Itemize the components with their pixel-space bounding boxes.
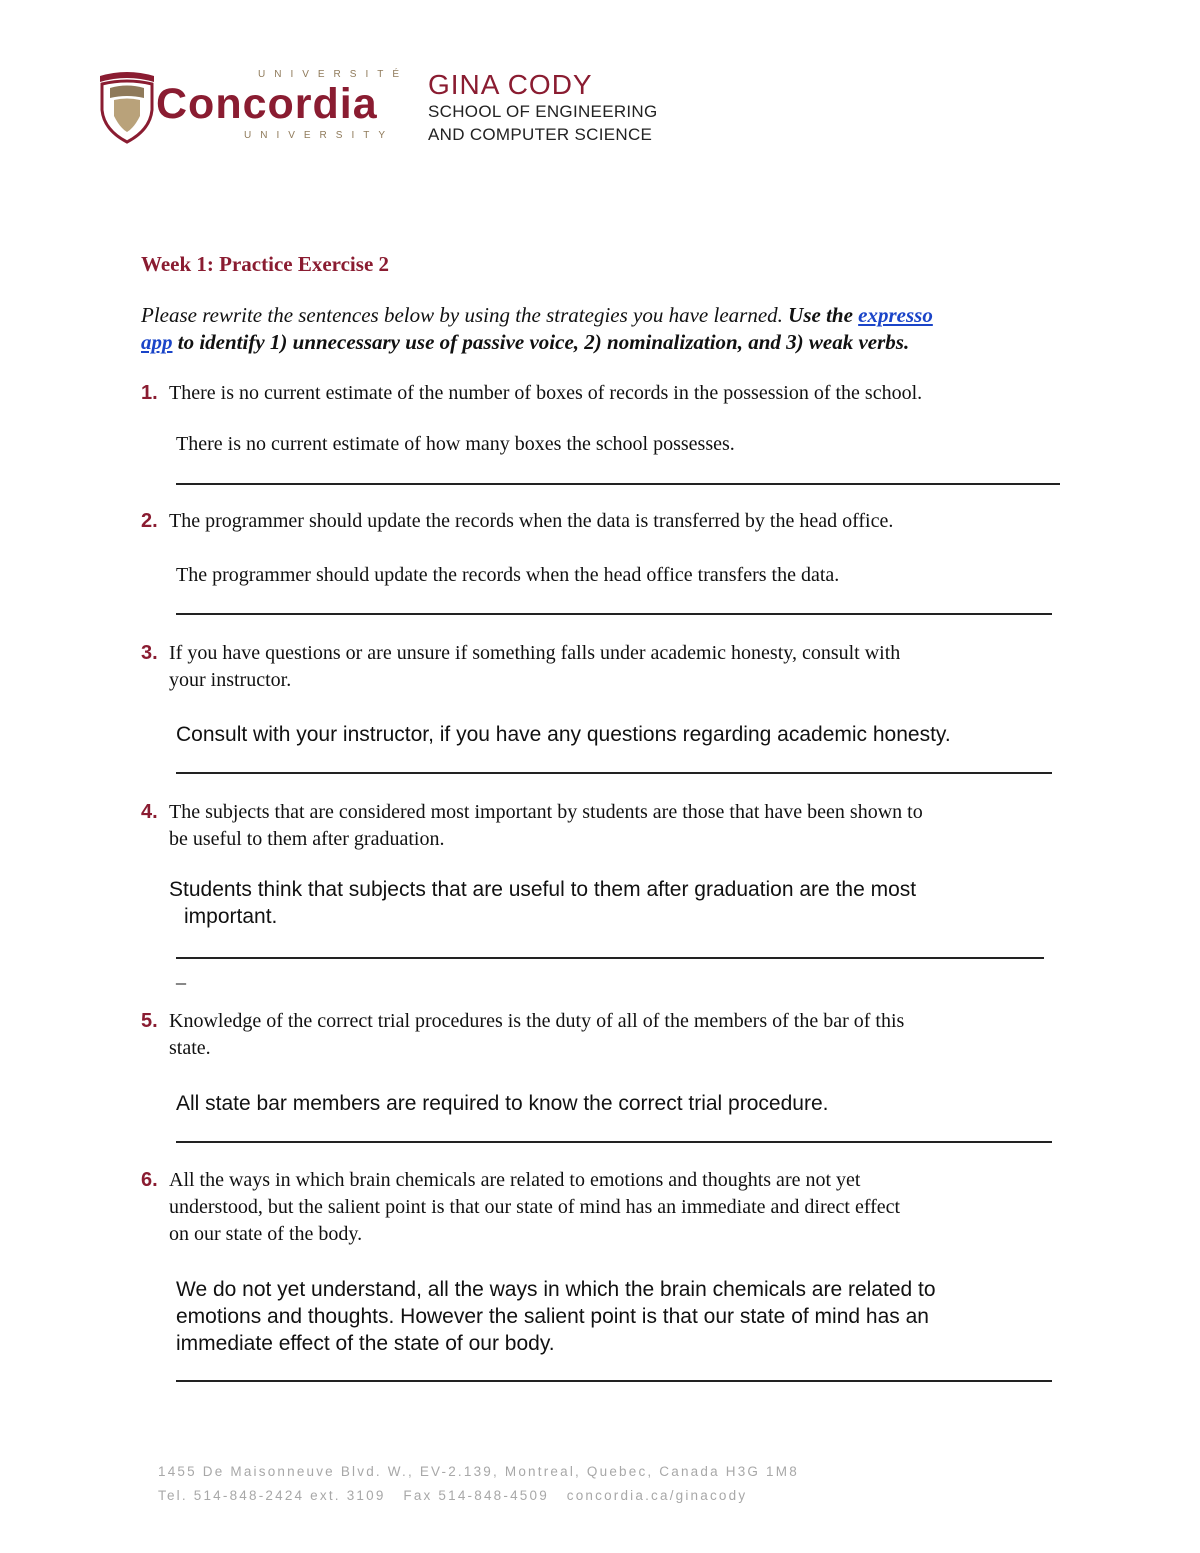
school-line-3: AND COMPUTER SCIENCE <box>428 125 653 144</box>
question-text-continued: understood, but the salient point is that our state of mind has an immediate and direct effect <box>169 1196 901 1218</box>
answer-4-line-2[interactable]: important. <box>184 905 278 928</box>
question-text-continued: on our state of the body. <box>169 1223 363 1245</box>
question-number: 3. <box>141 642 158 664</box>
page-title: Week 1: Practice Exercise 2 <box>141 252 390 276</box>
question-text: There is no current estimate of the number of boxes of records in the possession of the school. <box>169 382 923 404</box>
answer-line <box>176 483 1060 485</box>
question-text: Knowledge of the correct trial procedures is the duty of all of the members of the bar of this <box>169 1010 905 1032</box>
question-text: The subjects that are considered most important by students are those that have been shown to <box>169 801 923 823</box>
answer-4-line-1[interactable]: Students think that subjects that are useful to them after graduation are the most <box>169 878 917 901</box>
question-number: 2. <box>141 510 158 532</box>
concordia-shield-icon <box>96 68 158 144</box>
answer-line <box>176 957 1044 959</box>
footer-address: 1455 De Maisonneuve Blvd. W., EV-2.139, Montreal, Quebec, Canada H3G 1M8 <box>158 1464 799 1479</box>
app-link[interactable]: app <box>141 330 173 354</box>
concordia-logo <box>96 66 409 146</box>
instructions-text: Please rewrite the sentences below by using the strategies you have learned. <box>141 303 789 327</box>
answer-5[interactable]: All state bar members are required to know the correct trial procedure. <box>176 1092 829 1115</box>
answer-line <box>176 1141 1052 1143</box>
question-1 <box>141 380 1061 407</box>
question-2 <box>141 508 1061 535</box>
gina-cody-logo <box>428 70 728 146</box>
university-label: UNIVERSITY <box>244 130 395 141</box>
answer-2[interactable]: The programmer should update the records when the head office transfers the data. <box>176 564 840 586</box>
question-number: 4. <box>141 801 158 823</box>
question-text-continued: be useful to them after graduation. <box>169 828 445 850</box>
question-number: 6. <box>141 1169 158 1191</box>
footer-contact: Tel. 514-848-2424 ext. 3109 Fax 514-848-4509 concordia.ca/ginacody <box>158 1488 748 1503</box>
question-text: All the ways in which brain chemicals are related to emotions and thoughts are not yet <box>169 1169 861 1191</box>
question-number: 5. <box>141 1010 158 1032</box>
answer-6-line-2[interactable]: emotions and thoughts. However the salient point is that our state of mind has an <box>176 1305 929 1328</box>
answer-line-tail: _ <box>176 965 186 987</box>
instructions-criteria: to identify 1) unnecessary use of passive voice, 2) nominalization, and 3) weak verbs. <box>172 330 910 354</box>
expresso-link[interactable]: expresso <box>858 303 933 327</box>
question-3 <box>141 640 1061 694</box>
answer-6-line-3[interactable]: immediate effect of the state of our body. <box>176 1332 555 1355</box>
concordia-wordmark: Concordia <box>156 80 378 128</box>
universite-label: UNIVERSITÉ <box>258 69 409 80</box>
question-text: If you have questions or are unsure if something falls under academic honesty, consult with <box>169 642 901 664</box>
answer-3[interactable]: Consult with your instructor, if you have any questions regarding academic honesty. <box>176 723 951 746</box>
answer-line <box>176 613 1052 615</box>
answer-1[interactable]: There is no current estimate of how many boxes the school possesses. <box>176 433 735 455</box>
instructions-use-the: Use the <box>788 303 859 327</box>
question-4 <box>141 799 1061 853</box>
question-6 <box>141 1167 1061 1248</box>
question-text-continued: your instructor. <box>169 669 292 691</box>
answer-line <box>176 1380 1052 1382</box>
question-5 <box>141 1008 1061 1062</box>
question-number: 1. <box>141 382 158 404</box>
school-line-2: SCHOOL OF ENGINEERING <box>428 102 658 121</box>
answer-line <box>176 772 1052 774</box>
question-text: The programmer should update the records when the data is transferred by the head office. <box>169 510 894 532</box>
answer-6-line-1[interactable]: We do not yet understand, all the ways in which the brain chemicals are related to <box>176 1278 936 1301</box>
school-name: GINA CODY <box>428 69 593 100</box>
question-text-continued: state. <box>169 1037 211 1059</box>
instructions <box>141 302 1061 356</box>
